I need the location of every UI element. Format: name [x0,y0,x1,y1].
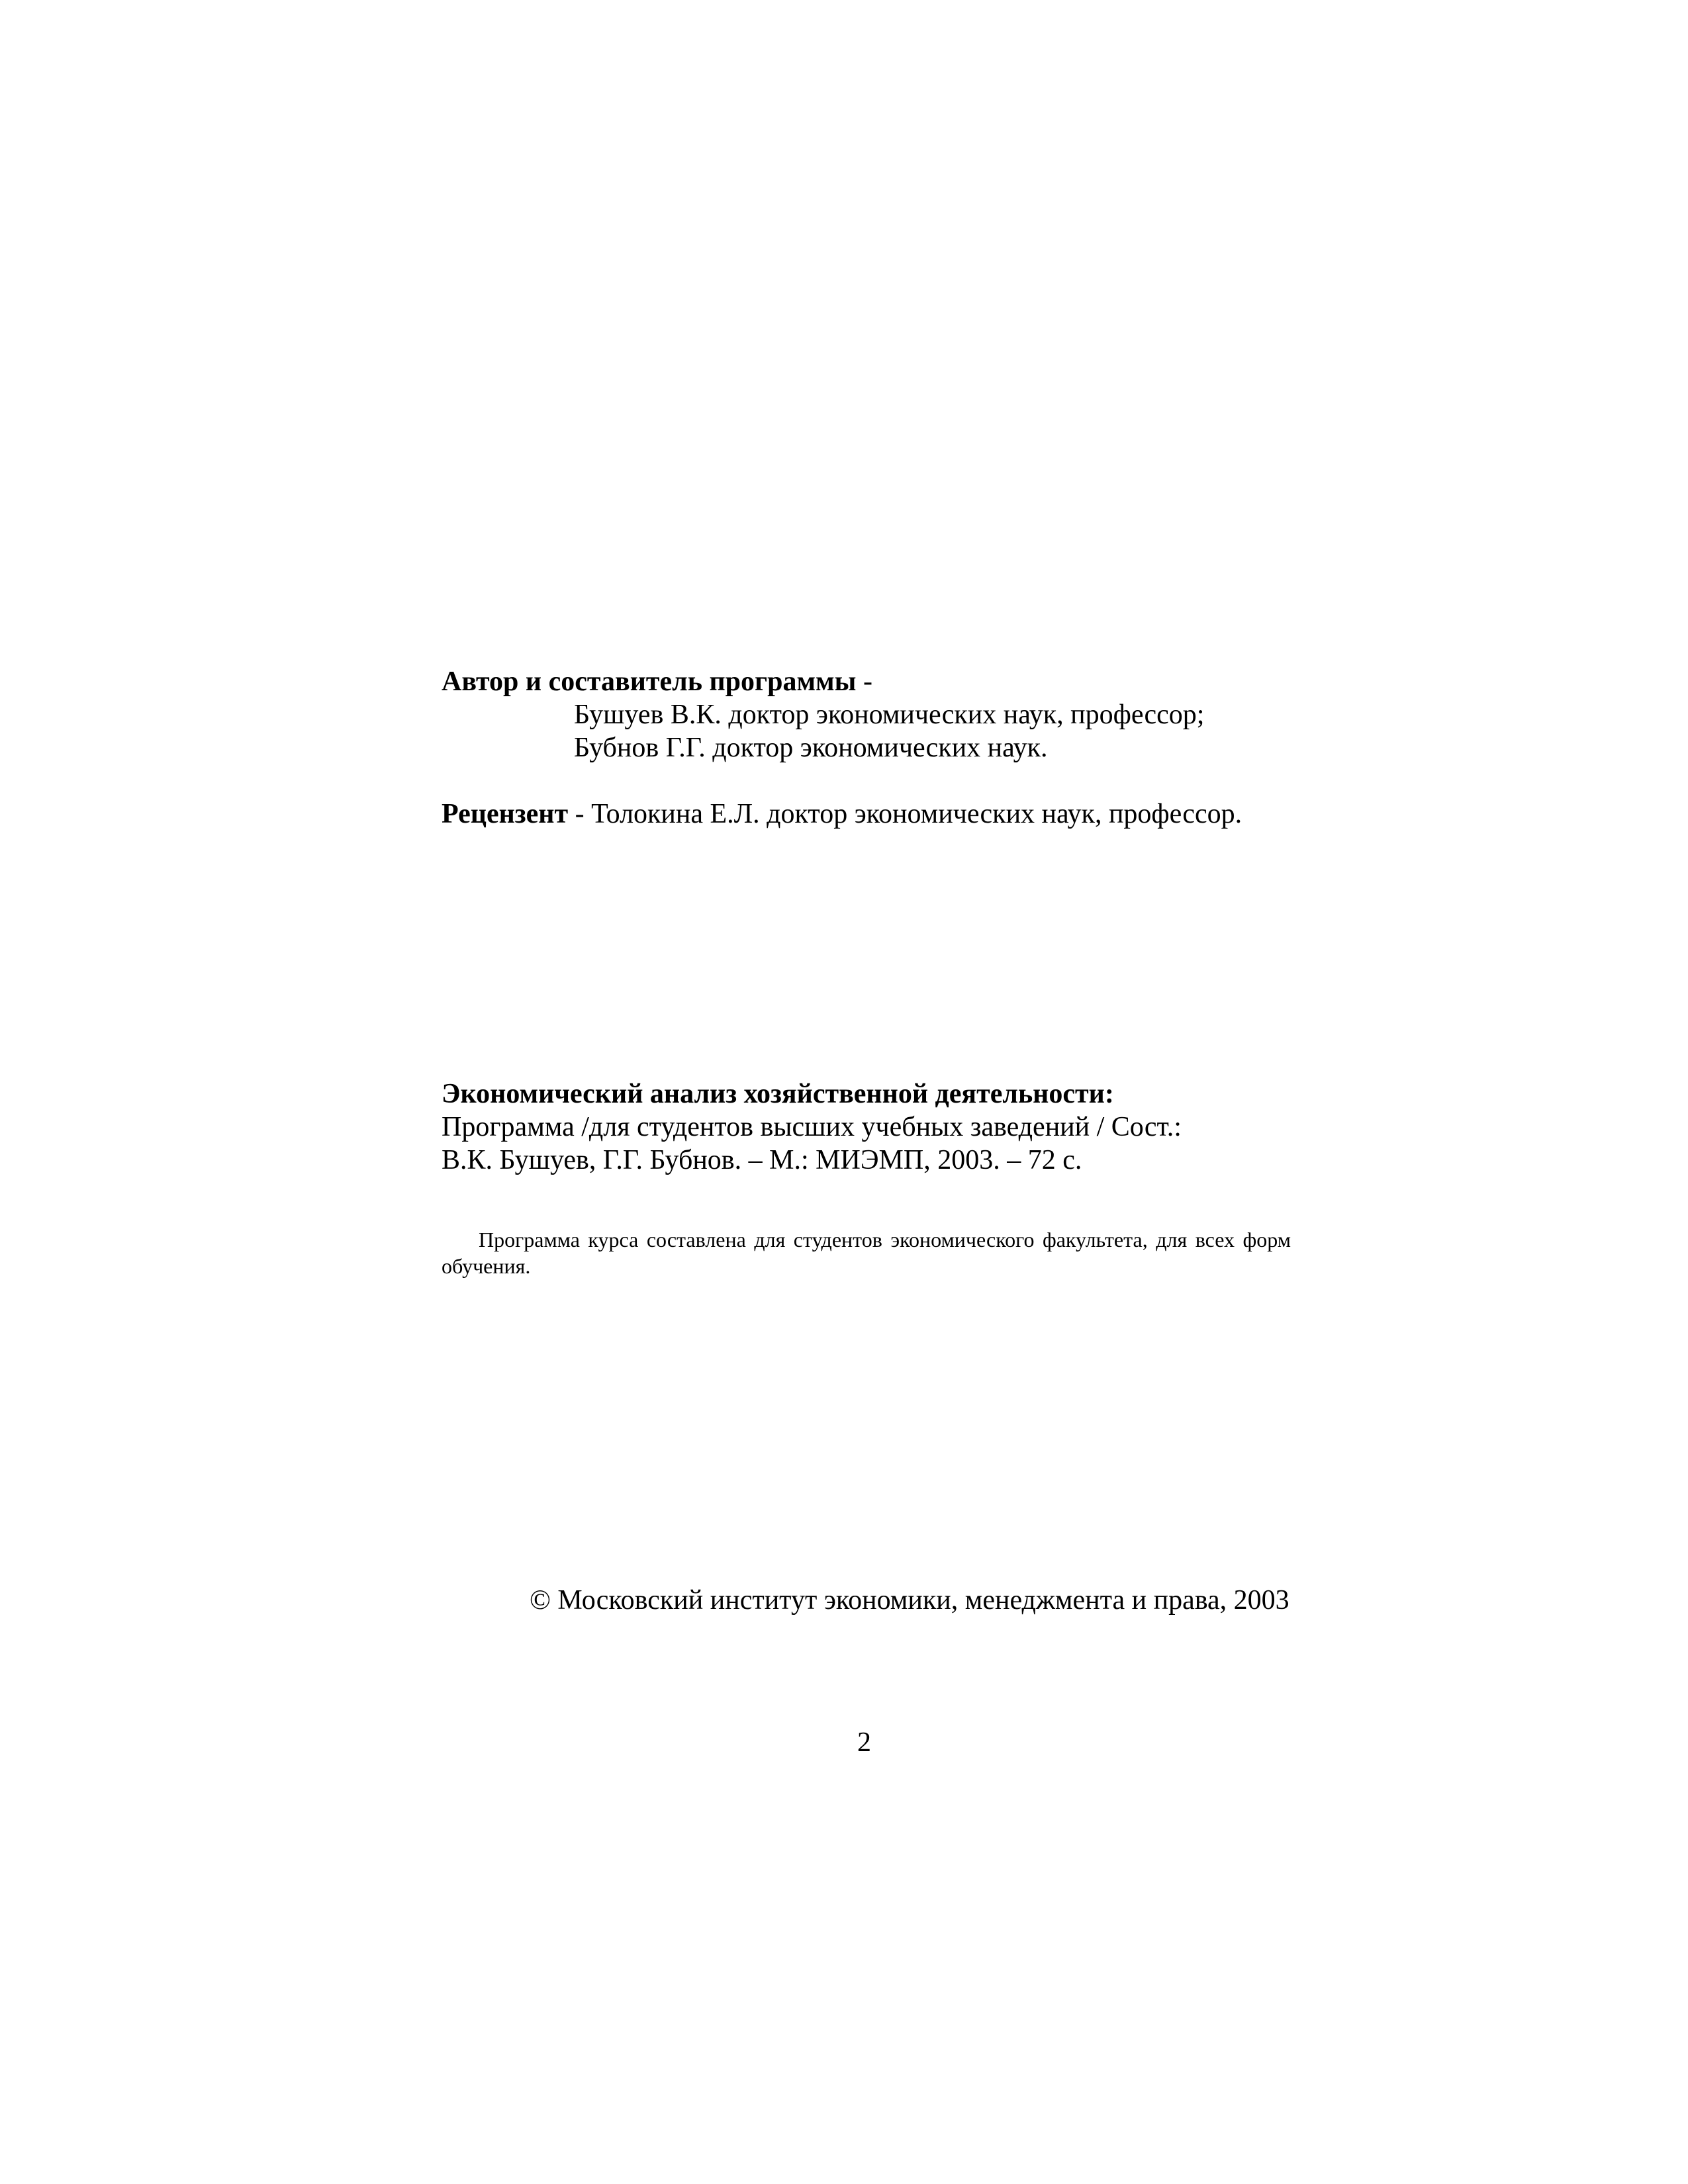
reviewer-label: Рецензент [442,799,569,829]
authors-section [442,665,1204,764]
author-line-1: Бушуев В.К. доктор экономических наук, профессор; [574,700,1205,730]
bibliographic-record [442,1077,1182,1177]
reviewer-section [442,797,1242,831]
reviewer-line [442,797,1242,831]
page-number: 2 [857,1727,871,1758]
authors-separator: - [856,666,872,697]
bib-line-1: Программа /для студентов высших учебных заведений / Сост.: [442,1112,1182,1142]
annotation-paragraph: Программа курса составлена для студентов экономического факультета, для всех форм обучения. [442,1228,1291,1278]
copyright-notice: © Московский институт экономики, менеджмента и права, 2003 [530,1585,1289,1615]
authors-label: Автор и составитель программы [442,666,857,697]
reviewer-text: - Толокина Е.Л. доктор экономических наук, профессор. [568,799,1243,829]
author-line-2: Бубнов Г.Г. доктор экономических наук. [574,733,1048,763]
authors-heading [442,665,1204,698]
bib-line-2: В.К. Бушуев, Г.Г. Бубнов. – М.: МИЭМП, 2003. – 72 с. [442,1145,1082,1175]
book-title: Экономический анализ хозяйственной деятельности: [442,1079,1114,1109]
